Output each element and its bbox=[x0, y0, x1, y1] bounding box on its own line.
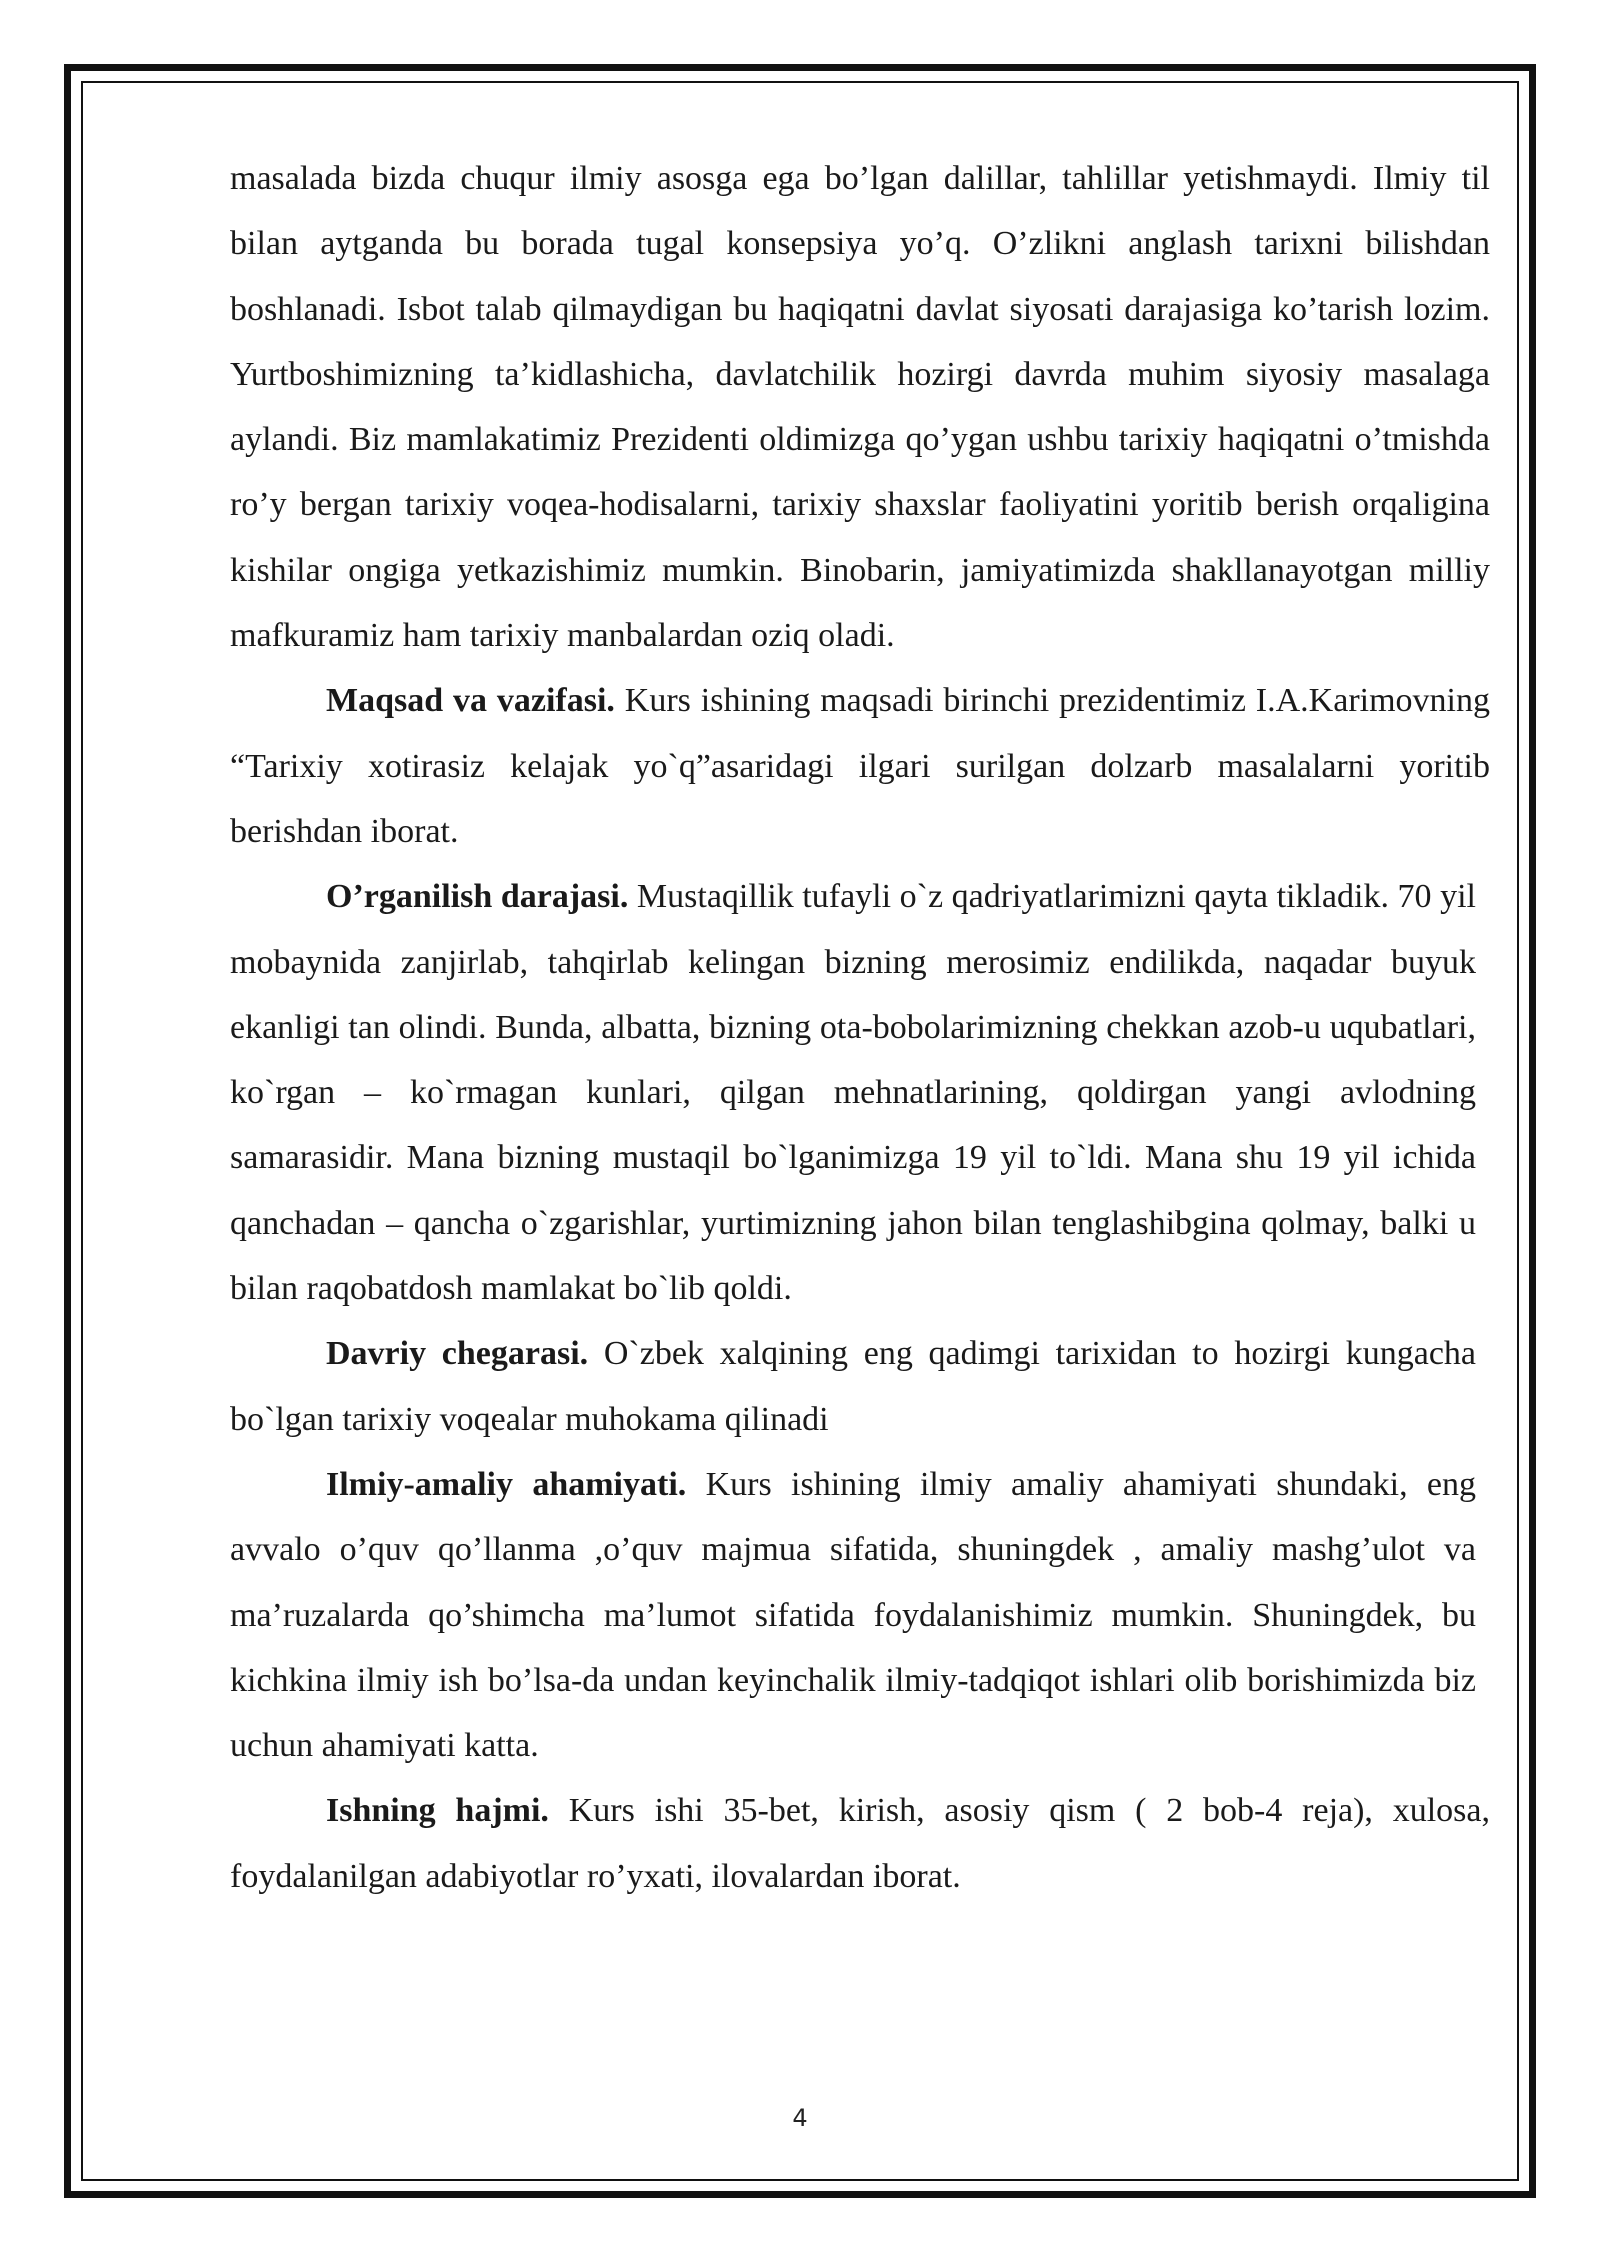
paragraph-intro-continuation bbox=[230, 146, 1490, 668]
paragraph-ahamiyati bbox=[230, 1452, 1476, 1778]
page-number: 4 bbox=[792, 2104, 808, 2132]
document-body bbox=[230, 146, 1490, 1909]
paragraph-text: Mustaqillik tufayli o`z qadriyatlarimizni qayta tikladik. 70 yil mobaynida zanjirlab, tahqirlab kelingan bizning merosimiz endilikda, naqadar buyuk ekanligi tan olindi. Bunda, albatta, bizning ota-bobolarimizning chekkan azob-u uqubatlari, ko`rgan – ko`rmagan kunlari, qilgan mehnatlarining, qoldirgan yangi avlodning samarasidir. Mana bizning mustaqil bo`lganimizga 19 yil to`ldi. Mana shu 19 yil ichida qanchadan – qancha o`zgarishlar, yurtimizning jahon bilan tenglashibgina qolmay, balki u bilan raqobatdosh mamlakat bo`lib qoldi. bbox=[230, 878, 1477, 1308]
paragraph-heading: O’rganilish darajasi. bbox=[326, 878, 629, 916]
paragraph-heading: Maqsad va vazifasi. bbox=[326, 682, 615, 720]
paragraph-text: masalada bizda chuqur ilmiy asosga ega bo’lgan dalillar, tahlillar yetishmaydi. Ilmiy til bilan aytganda bu borada tugal konsepsiya yo’q. O’zlikni anglash tarixni bilishdan boshlanadi. Isbot talab qilmaydigan bu haqiqatni davlat siyosati darajasiga ko’tarish lozim. Yurtboshimizning ta’kidlashicha, davlatchilik hozirgi davrda muhim siyosiy masalaga aylandi. Biz mamlakatimiz Prezidenti oldimizga qo’ygan ushbu tarixiy haqiqatni o’tmishda ro’y bergan tarixiy voqea-hodisalarni, tarixiy shaxslar faoliyatini yoritib berish orqaligina kishilar ongiga yetkazishimiz mumkin. Binobarin, jamiyatimizda shakllanayotgan milliy mafkuramiz ham tarixiy manbalardan oziq oladi. bbox=[230, 160, 1490, 655]
paragraph-text: Kurs ishi 35-bet, kirish, asosiy qism ( 2 bob-4 reja), xulosa, foydalanilgan adabiyotlar ro’yxati, ilovalardan iborat. bbox=[230, 1792, 1490, 1895]
paragraph-hajmi bbox=[230, 1778, 1490, 1909]
paragraph-davriy bbox=[230, 1321, 1476, 1452]
paragraph-text: Kurs ishining ilmiy amaliy ahamiyati shundaki, eng avvalo o’quv qo’llanma ,o’quv majmua sifatida, shuningdek , amaliy mashg’ulot va ma’ruzalarda qo’shimcha ma’lumot sifatida foydalanishimiz mumkin. Shuningdek, bu kichkina ilmiy ish bo’lsa-da undan keyinchalik ilmiy-tadqiqot ishlari olib borishimizda biz uchun ahamiyati katta. bbox=[230, 1465, 1476, 1765]
paragraph-heading: Ilmiy-amaliy ahamiyati. bbox=[326, 1465, 687, 1503]
paragraph-organilish bbox=[230, 864, 1476, 1321]
paragraph-text: Kurs ishining maqsadi birinchi prezidentimiz I.A.Karimovning “Tarixiy xotirasiz kelajak yo`q”asaridagi ilgari surilgan dolzarb masalalarni yoritib berishdan iborat. bbox=[230, 682, 1490, 850]
paragraph-heading: Ishning hajmi. bbox=[326, 1792, 549, 1830]
paragraph-maqsad bbox=[230, 668, 1490, 864]
paragraph-text: O`zbek xalqining eng qadimgi tarixidan to hozirgi kungacha bo`lgan tarixiy voqealar muhokama qilinadi bbox=[230, 1335, 1477, 1438]
paragraph-heading: Davriy chegarasi. bbox=[326, 1335, 589, 1373]
